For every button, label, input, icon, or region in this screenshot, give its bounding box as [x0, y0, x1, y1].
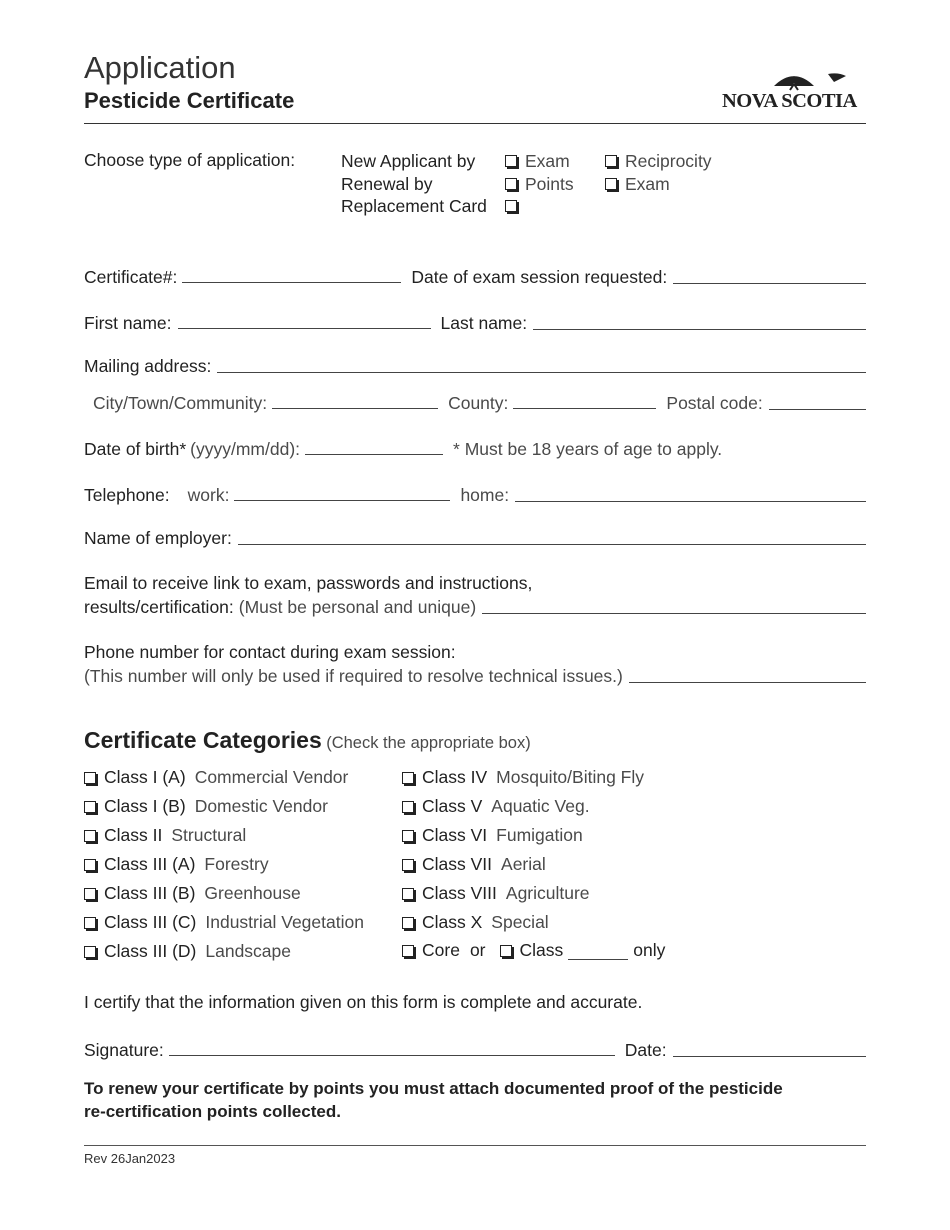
- first-name-label: First name:: [84, 313, 172, 333]
- last-name-field[interactable]: [533, 328, 866, 330]
- category-row[interactable]: [84, 796, 328, 817]
- category-core-row: [402, 940, 665, 961]
- row-email: [84, 597, 866, 618]
- row-telephone: [84, 483, 866, 506]
- mailing-address-field[interactable]: [217, 371, 866, 373]
- category-class: Class VII: [422, 854, 493, 874]
- employer-field[interactable]: [238, 543, 866, 545]
- category-description: Aerial: [501, 854, 546, 874]
- category-description: Landscape: [205, 941, 292, 961]
- city-label: City/Town/Community:: [93, 393, 268, 413]
- form-title: Application: [84, 50, 236, 85]
- employer-label: Name of employer:: [84, 528, 232, 548]
- category-checkbox[interactable]: [84, 772, 96, 784]
- category-checkbox[interactable]: [402, 830, 414, 842]
- dob-format: (yyyy/mm/dd):: [190, 439, 301, 459]
- date-field[interactable]: [673, 1055, 866, 1057]
- category-class: Class III (B): [104, 883, 196, 903]
- app-row-label: New Applicant by: [341, 151, 476, 171]
- app-row-new: [341, 150, 712, 173]
- phone-contact-field[interactable]: [629, 681, 866, 683]
- first-name-field[interactable]: [178, 311, 431, 329]
- dob-field[interactable]: [305, 437, 443, 455]
- category-checkbox[interactable]: [402, 801, 414, 813]
- checkbox-new-exam[interactable]: Exam: [505, 150, 605, 173]
- signature-label: Signature:: [84, 1040, 164, 1060]
- email-note: (Must be personal and unique): [238, 597, 477, 617]
- dob-note: * Must be 18 years of age to apply.: [453, 439, 723, 459]
- home-label: home:: [460, 485, 510, 505]
- category-checkbox[interactable]: [84, 946, 96, 958]
- nova-scotia-logo: [722, 70, 866, 112]
- application-type-options: [341, 150, 712, 218]
- phone-contact-label: Phone number for contact during exam session:: [84, 642, 456, 662]
- category-checkbox[interactable]: [402, 859, 414, 871]
- category-row[interactable]: [84, 941, 291, 962]
- row-dob: [84, 437, 866, 460]
- renewal-notice: [84, 1077, 783, 1123]
- category-row[interactable]: [84, 854, 269, 875]
- category-description: Greenhouse: [204, 883, 301, 903]
- category-class: Class I (A): [104, 767, 186, 787]
- checkbox-replacement-card[interactable]: [505, 200, 525, 212]
- row-city: [93, 391, 866, 414]
- app-row-label: Replacement Card: [341, 196, 487, 216]
- categories-hint: (Check the appropriate box): [326, 734, 531, 752]
- row-names: [84, 311, 866, 334]
- category-row[interactable]: [402, 825, 583, 846]
- category-checkbox[interactable]: [84, 888, 96, 900]
- date-label: Date:: [624, 1040, 667, 1060]
- row-employer: [84, 528, 866, 549]
- certify-statement: I certify that the information given on this form is complete and accurate.: [84, 992, 643, 1012]
- email-label-line1: Email to receive link to exam, passwords and instructions,: [84, 573, 533, 593]
- category-description: Structural: [171, 825, 247, 845]
- work-label: work:: [187, 485, 230, 505]
- checkbox-class-only[interactable]: Class: [500, 940, 564, 961]
- checkbox-renewal-points[interactable]: Points: [505, 173, 605, 196]
- certificate-label: Certificate#:: [84, 267, 178, 287]
- exam-date-field[interactable]: [673, 282, 866, 284]
- application-type-label: Choose type of application:: [84, 150, 296, 170]
- category-checkbox[interactable]: [84, 917, 96, 929]
- category-row[interactable]: [84, 767, 348, 788]
- category-class: Class II: [104, 825, 163, 845]
- row-certificate: [84, 265, 866, 288]
- category-description: Forestry: [204, 854, 269, 874]
- category-checkbox[interactable]: [402, 917, 414, 929]
- category-class: Class I (B): [104, 796, 186, 816]
- category-class: Class IV: [422, 767, 488, 787]
- category-row[interactable]: [402, 854, 546, 875]
- logo-wordmark: NOVA SCOTIA: [722, 90, 857, 112]
- category-description: Agriculture: [505, 883, 590, 903]
- core-or-text: or: [469, 940, 486, 960]
- category-class: Class III (D): [104, 941, 197, 961]
- row-mailing-address: [84, 356, 866, 377]
- category-description: Fumigation: [496, 825, 583, 845]
- category-checkbox[interactable]: [84, 801, 96, 813]
- revision-label: Rev 26Jan2023: [84, 1151, 176, 1166]
- checkbox-renewal-exam[interactable]: Exam: [605, 173, 670, 196]
- signature-field[interactable]: [169, 1038, 615, 1056]
- postal-field[interactable]: [769, 408, 866, 410]
- row-signature: [84, 1038, 866, 1061]
- form-subtitle: Pesticide Certificate: [84, 88, 295, 113]
- categories-title: Certificate Categories: [84, 727, 322, 753]
- renewal-notice-line2: re-certification points collected.: [84, 1102, 341, 1121]
- footer-rule: [84, 1145, 866, 1146]
- mailing-address-label: Mailing address:: [84, 356, 212, 376]
- category-description: Mosquito/Biting Fly: [496, 767, 644, 787]
- category-description: Industrial Vegetation: [205, 912, 364, 932]
- category-checkbox[interactable]: [84, 830, 96, 842]
- row-phone-contact: [84, 666, 866, 687]
- category-row[interactable]: [402, 796, 590, 817]
- category-description: Aquatic Veg.: [491, 796, 590, 816]
- app-row-label: Renewal by: [341, 173, 433, 194]
- email-label-line2: results/certification:: [84, 597, 234, 617]
- header-rule: [84, 123, 866, 124]
- app-row-replacement: [341, 195, 712, 218]
- checkbox-new-reciprocity[interactable]: Reciprocity: [605, 150, 712, 173]
- checkbox-core[interactable]: Core: [402, 940, 460, 961]
- certificate-field[interactable]: [182, 265, 401, 283]
- category-row[interactable]: [402, 883, 590, 904]
- category-class: Class VI: [422, 825, 488, 845]
- home-phone-field[interactable]: [515, 500, 866, 502]
- exam-date-label: Date of exam session requested:: [411, 267, 668, 287]
- telephone-label: Telephone:: [84, 485, 170, 505]
- categories-heading: [84, 727, 531, 754]
- work-phone-field[interactable]: [234, 483, 450, 501]
- category-row[interactable]: [84, 912, 364, 933]
- last-name-label: Last name:: [440, 313, 528, 333]
- category-checkbox[interactable]: [402, 888, 414, 900]
- postal-label: Postal code:: [666, 393, 763, 413]
- category-class: Class V: [422, 796, 483, 816]
- county-field[interactable]: [513, 391, 656, 409]
- category-description: Commercial Vendor: [194, 767, 349, 787]
- renewal-notice-line1: To renew your certificate by points you must attach documented proof of the pesticide: [84, 1079, 783, 1098]
- category-class: Class III (C): [104, 912, 197, 932]
- phone-contact-note: (This number will only be used if required to resolve technical issues.): [84, 666, 623, 686]
- class-only-field[interactable]: [568, 941, 628, 960]
- only-text: only: [633, 940, 666, 960]
- category-class: Class VIII: [422, 883, 497, 903]
- county-label: County:: [448, 393, 509, 413]
- dob-label: Date of birth*: [84, 439, 187, 459]
- category-checkbox[interactable]: [84, 859, 96, 871]
- city-field[interactable]: [272, 391, 438, 409]
- app-row-renewal: [341, 173, 712, 196]
- category-checkbox[interactable]: [402, 772, 414, 784]
- category-class: Class X: [422, 912, 483, 932]
- category-row[interactable]: [84, 883, 301, 904]
- category-description: Special: [491, 912, 549, 932]
- category-class: Class III (A): [104, 854, 196, 874]
- category-row[interactable]: [402, 912, 549, 933]
- category-row[interactable]: [84, 825, 246, 846]
- category-row[interactable]: [402, 767, 644, 788]
- category-description: Domestic Vendor: [194, 796, 328, 816]
- email-field[interactable]: [482, 612, 866, 614]
